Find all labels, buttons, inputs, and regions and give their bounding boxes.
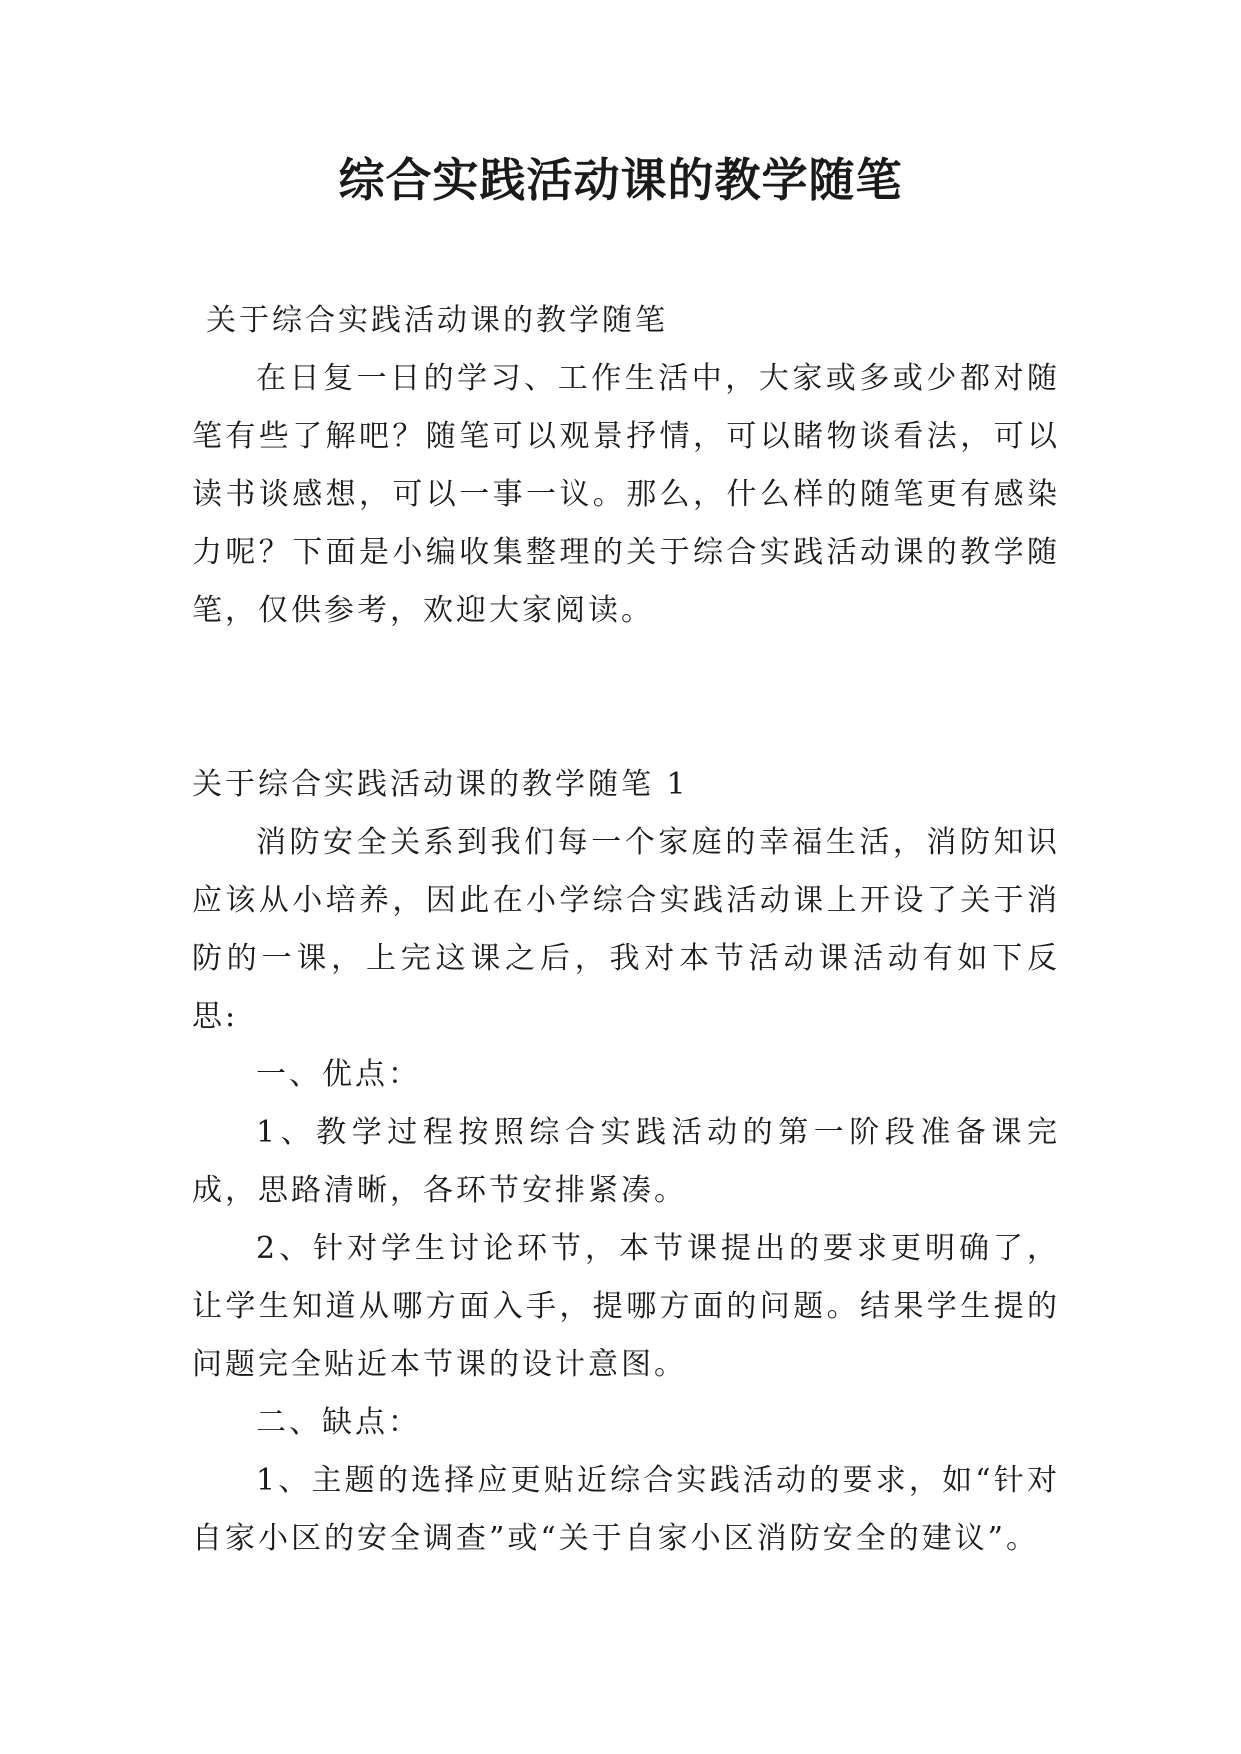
body-paragraph: 1、教学过程按照综合实践活动的第一阶段准备课完成，思路清晰，各环节安排紧凑。 [192,1115,1060,1208]
document-subtitle: 关于综合实践活动课的教学随笔 [206,303,668,338]
intro-paragraph: 在日复一日的学习、工作生活中，大家或多或少都对随笔有些了解吧？随笔可以观景抒情，可以睹物谈看法，可以读书谈感想，可以一事一议。那么，什么样的随笔更有感染力呢？下面是小编收集整理的关于综合实践活动课的教学随笔，仅供参考，欢迎大家阅读。 [192,361,1060,628]
subheading-shortcomings: 二、缺点： [256,1405,421,1440]
subheading-advantages: 一、优点： [256,1057,421,1092]
document-body [192,292,1060,1568]
body-paragraph: 2、针对学生讨论环节，本节课提出的要求更明确了，让学生知道从哪方面入手，提哪方面的问题。结果学生提的问题完全贴近本节课的设计意图。 [192,1231,1060,1382]
document-title: 综合实践活动课的教学随笔 [338,153,903,207]
section-spacer [192,640,1060,756]
body-paragraph: 消防安全关系到我们每一个家庭的幸福生活，消防知识应该从小培养，因此在小学综合实践活动课上开设了关于消防的一课，上完这课之后，我对本节活动课活动有如下反思: [192,825,1060,1034]
body-paragraph: 1、主题的选择应更贴近综合实践活动的要求，如“针对自家小区的安全调查”或“关于自家小区消防安全的建议”。 [192,1463,1060,1556]
section-heading: 关于综合实践活动课的教学随笔 1 [192,767,689,802]
